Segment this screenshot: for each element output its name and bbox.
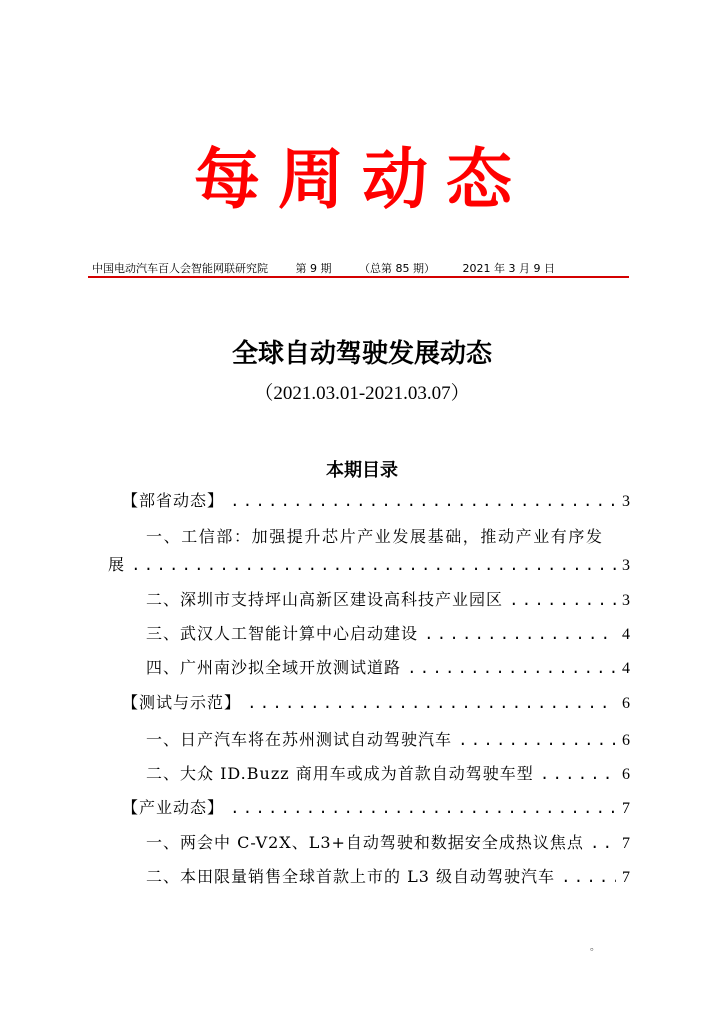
toc-entry-industry-2[interactable] <box>146 866 630 889</box>
issue-date: 2021 年 3 月 9 日 <box>462 262 555 275</box>
toc-entry-ministry-1[interactable] <box>108 554 630 577</box>
issue-number: 第 9 期 <box>295 262 332 275</box>
toc-dot-leader <box>230 798 616 820</box>
toc-page-number: 3 <box>622 592 630 609</box>
toc-heading: 本期目录 <box>326 460 398 481</box>
toc-page-number: 4 <box>622 626 630 643</box>
toc-section-testing[interactable] <box>122 692 630 715</box>
document-title: 全球自动驾驶发展动态 <box>231 339 492 369</box>
toc-entry-label: 二、大众 ID.Buzz 商用车或成为首款自动驾驶车型 <box>146 764 534 783</box>
toc-page-number: 7 <box>622 800 630 817</box>
toc-entry-industry-1[interactable] <box>146 832 630 855</box>
toc-page-number: 3 <box>622 557 630 574</box>
toc-dot-leader <box>458 730 616 752</box>
toc-entry-label: 二、本田限量销售全球首款上市的 L3 级自动驾驶汽车 <box>146 867 555 886</box>
toc-section-industry[interactable] <box>122 797 630 820</box>
toc-entry-ministry-3[interactable] <box>146 623 630 646</box>
toc-page-number: 7 <box>622 835 630 852</box>
toc-entry-first-line[interactable]: 一、工信部：加强提升芯片产业发展基础，推动产业有序发 <box>146 527 604 546</box>
toc-entry-testing-1[interactable] <box>146 729 630 752</box>
toc-dot-leader <box>424 624 616 646</box>
toc-entry-label: 一、两会中 C-V2X、L3+自动驾驶和数据安全成热议焦点 <box>146 833 584 852</box>
toc-dot-leader <box>247 693 616 715</box>
page-mark: 。 <box>590 942 600 953</box>
toc-entry-label: 三、武汉人工智能计算中心启动建设 <box>146 624 419 643</box>
toc-entry-label: 【产业动态】 <box>122 798 225 817</box>
toc-dot-leader <box>540 764 616 786</box>
toc-dot-leader <box>590 833 616 855</box>
toc-page-number: 6 <box>622 695 630 712</box>
toc-dot-leader <box>131 555 616 577</box>
toc-page-number: 6 <box>622 732 630 749</box>
toc-entry-ministry-2[interactable] <box>146 589 630 612</box>
masthead-title: 每周动态 <box>194 141 530 218</box>
toc-entry-label: 【部省动态】 <box>122 491 225 510</box>
toc-dot-leader <box>407 658 616 680</box>
toc-page-number: 4 <box>622 660 630 677</box>
toc-dot-leader <box>561 867 616 889</box>
toc-entry-label: 四、广州南沙拟全域开放测试道路 <box>146 658 402 677</box>
total-issue-number: （总第 85 期） <box>359 262 435 275</box>
toc-dot-leader <box>230 491 616 513</box>
toc-entry-ministry-4[interactable] <box>146 657 630 680</box>
organization-name: 中国电动汽车百人会智能网联研究院 <box>92 262 268 275</box>
toc-page-number: 3 <box>622 493 630 510</box>
toc-page-number: 7 <box>622 869 630 886</box>
toc-entry-label: 二、深圳市支持坪山高新区建设高科技产业园区 <box>146 590 504 609</box>
toc-entry-testing-2[interactable] <box>146 763 630 786</box>
toc-entry-label: 【测试与示范】 <box>122 693 242 712</box>
toc-page-number: 6 <box>622 766 630 783</box>
toc-section-ministry[interactable] <box>122 490 630 513</box>
toc-dot-leader <box>509 590 616 612</box>
header-divider <box>88 276 629 278</box>
issue-line <box>92 262 612 276</box>
document-date-range: （2021.03.01-2021.03.07） <box>254 383 470 404</box>
toc-entry-label: 一、日产汽车将在苏州测试自动驾驶汽车 <box>146 730 453 749</box>
toc-entry-label: 展 <box>108 555 126 574</box>
